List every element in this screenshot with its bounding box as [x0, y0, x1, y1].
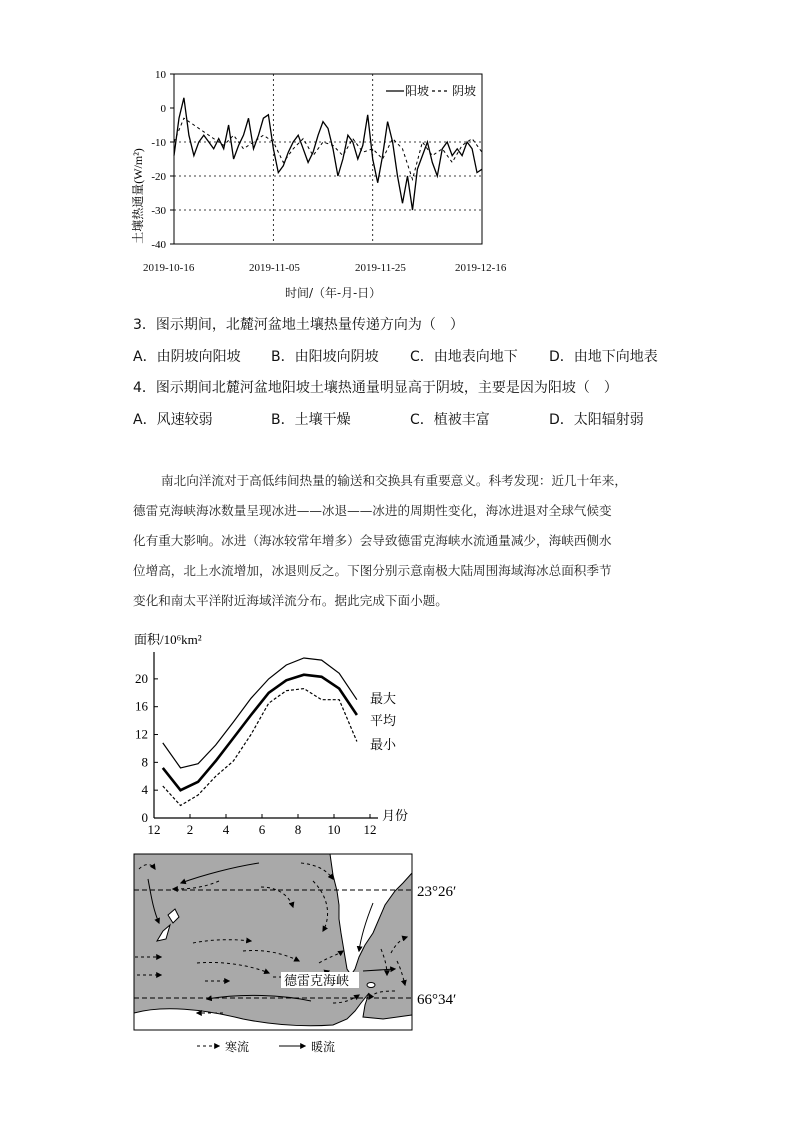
chart1-plot-frame [174, 74, 482, 244]
series-label-max: 最大 [370, 691, 397, 706]
chart1-xlabel: 时间/（年-月-日） [285, 286, 382, 300]
chart1-ylabel: 土壤热通量(W/m²) [131, 148, 145, 244]
legend-warm-current: 暖流 [311, 1040, 336, 1054]
y-tick-label: 16 [135, 698, 148, 714]
q4-option-a[interactable]: A．风速较弱 [133, 412, 213, 428]
legend-sunny-slope: 阳坡 [405, 84, 430, 98]
reading-passage [133, 466, 661, 616]
sea-ice-area-chart [120, 628, 420, 840]
min-series-line [163, 689, 357, 806]
x-tick-label: 8 [294, 822, 302, 837]
average-series-line [163, 675, 357, 791]
max-series-line [163, 658, 357, 768]
legend-shady-slope: 阴坡 [452, 84, 477, 98]
x-tick-label: 10 [327, 822, 341, 837]
y-tick-label: -40 [151, 239, 166, 251]
q3-option-c[interactable]: C．由地表向地下 [410, 349, 518, 365]
passage-line: 化有重大影响。冰进（海冰较常年增多）会导致德雷克海峡水流通量减少，海峡西侧水 [133, 533, 612, 548]
drake-passage-label: 德雷克海峡 [284, 973, 350, 988]
passage-line: 德雷克海峡海冰数量呈现冰进——冰退——冰进的周期性变化，海冰进退对全球气候变 [133, 503, 612, 518]
x-tick-label: 12 [363, 822, 377, 837]
chart1-legend [386, 83, 476, 98]
question-4-stem: 4．图示期间北麓河盆地阳坡土壤热通量明显高于阴坡，主要是因为阳坡（ ） [133, 380, 618, 396]
y-tick-label: 20 [135, 670, 148, 686]
y-tick-label: 10 [155, 69, 166, 81]
series-label-min: 最小 [370, 737, 397, 752]
q3-option-a[interactable]: A．由阴坡向阳坡 [133, 349, 241, 365]
passage-line: 位增高，北上水流增加，冰退则反之。下图分别示意南极大陆周围海域海冰总面积季节 [133, 563, 612, 578]
x-tick-label: 6 [258, 822, 266, 837]
x-tick-label: 2019-12-16 [455, 262, 507, 274]
y-tick-label: 8 [141, 754, 148, 770]
q4-option-b[interactable]: B．土壤干燥 [271, 412, 351, 428]
q4-option-c[interactable]: C．植被丰富 [410, 412, 490, 428]
small-island [367, 983, 375, 988]
sunny-slope-series-line [174, 98, 482, 210]
map-legend [197, 1039, 335, 1054]
chart2-xlabel: 月份 [382, 808, 409, 823]
y-tick-label: -10 [151, 137, 166, 149]
ocean-current-map [133, 853, 473, 1065]
passage-line: 变化和南太平洋附近海域洋流分布。据此完成下面小题。 [133, 593, 448, 608]
y-tick-label: -20 [151, 171, 166, 183]
q3-option-d[interactable]: D．由地下向地表 [549, 349, 658, 365]
question-3-stem: 3．图示期间，北麓河盆地土壤热量传递方向为（ ） [133, 317, 464, 333]
passage-line: 南北向洋流对于高低纬间热量的输送和交换具有重要意义。科考发现：近几十年来， [161, 473, 627, 488]
x-tick-label: 2019-10-16 [143, 262, 195, 274]
x-tick-label: 2019-11-25 [355, 262, 406, 274]
x-tick-label: 2019-11-05 [249, 262, 300, 274]
y-tick-label: 4 [141, 782, 148, 798]
y-tick-label: 0 [160, 103, 166, 115]
antarctic-circle-label: 66°34′ [417, 992, 457, 1008]
chart2-ylabel: 面积/10⁶km² [134, 632, 202, 647]
y-tick-label: 0 [141, 810, 148, 825]
y-tick-label: 12 [135, 726, 148, 742]
q3-option-b[interactable]: B．由阳坡向阴坡 [271, 349, 379, 365]
x-tick-label: 2 [186, 822, 194, 837]
legend-cold-current: 寒流 [225, 1040, 250, 1054]
x-tick-label: 12 [147, 822, 161, 837]
y-tick-label: -30 [151, 205, 166, 217]
tropic-capricorn-label: 23°26′ [417, 884, 457, 900]
q4-option-d[interactable]: D．太阳辐射弱 [549, 412, 644, 428]
x-tick-label: 4 [222, 822, 230, 837]
series-label-avg: 平均 [370, 713, 397, 728]
